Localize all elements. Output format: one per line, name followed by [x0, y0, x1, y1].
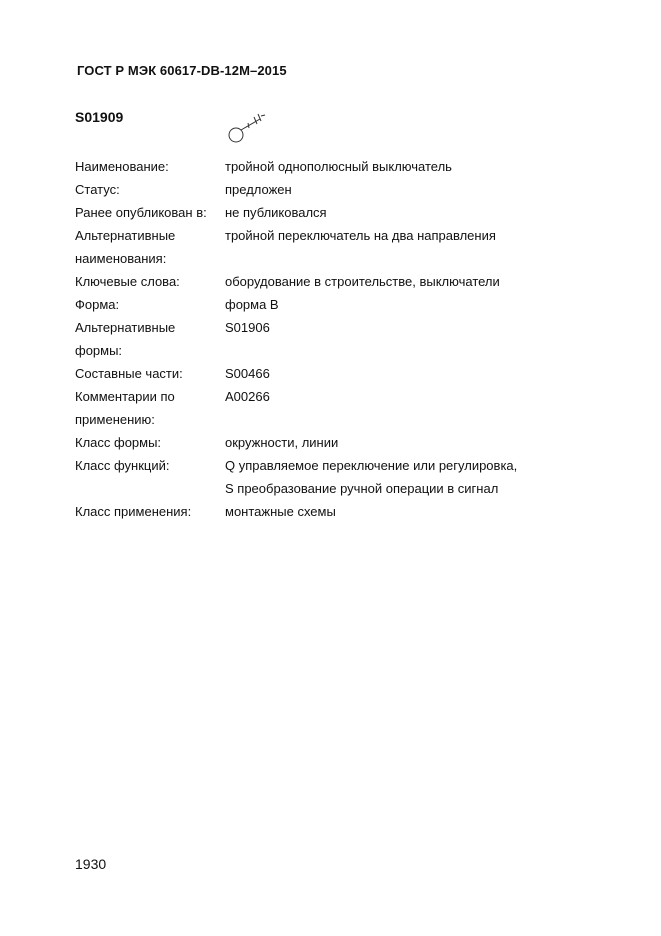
- property-label: Ключевые слова:: [75, 274, 180, 289]
- property-label: Класс функций:: [75, 458, 170, 473]
- property-value-line: S преобразование ручной операции в сигнал: [225, 481, 499, 496]
- property-label: Составные части:: [75, 366, 183, 381]
- property-value: [225, 500, 595, 523]
- property-value: [225, 293, 595, 316]
- property-row: [75, 155, 595, 178]
- property-value-line: тройной однополюсный выключатель: [225, 159, 452, 174]
- property-value-line: не публиковался: [225, 205, 327, 220]
- document-header: ГОСТ Р МЭК 60617-DB-12M–2015: [77, 63, 287, 78]
- property-row: [75, 270, 595, 293]
- property-value: [225, 155, 595, 178]
- property-row: [75, 201, 595, 224]
- property-value-line: окружности, линии: [225, 435, 339, 450]
- property-row: [75, 431, 595, 454]
- property-row: [75, 500, 595, 523]
- property-value-line: S00466: [225, 366, 270, 381]
- property-row: [75, 224, 595, 270]
- property-value: [225, 201, 595, 224]
- property-value: [225, 362, 595, 385]
- property-value: [225, 454, 595, 500]
- property-label: Класс формы:: [75, 435, 162, 450]
- property-label: Форма:: [75, 297, 120, 312]
- property-label: Ранее опубликован в:: [75, 205, 207, 220]
- switch-symbol-icon: [226, 111, 274, 151]
- property-label: Статус:: [75, 182, 120, 197]
- property-value-line: форма В: [225, 297, 279, 312]
- property-value: [225, 224, 595, 270]
- property-row: [75, 316, 595, 362]
- properties-table: [75, 155, 595, 523]
- property-row: [75, 385, 595, 431]
- property-label: Наименование:: [75, 159, 169, 174]
- property-value: [225, 385, 595, 431]
- property-value-line: Q управляемое переключение или регулировка,: [225, 458, 518, 473]
- property-label: Альтернативные формы:: [75, 320, 176, 358]
- page-number: 1930: [75, 856, 107, 872]
- property-value-line: монтажные схемы: [225, 504, 336, 519]
- property-value-line: S01906: [225, 320, 270, 335]
- property-row: [75, 178, 595, 201]
- property-row: [75, 362, 595, 385]
- property-value: [225, 316, 595, 362]
- property-value-line: A00266: [225, 389, 270, 404]
- property-label: Класс применения:: [75, 504, 192, 519]
- property-label: Комментарии по применению:: [75, 389, 175, 427]
- property-row: [75, 454, 595, 500]
- property-value: [225, 431, 595, 454]
- property-label: Альтернативные наименования:: [75, 228, 176, 266]
- property-value: [225, 178, 595, 201]
- property-value-line: предложен: [225, 182, 292, 197]
- symbol-code: S01909: [75, 109, 124, 125]
- property-value: [225, 270, 595, 293]
- property-row: [75, 293, 595, 316]
- property-value-line: оборудование в строительстве, выключатели: [225, 274, 500, 289]
- property-value-line: тройной переключатель на два направления: [225, 228, 496, 243]
